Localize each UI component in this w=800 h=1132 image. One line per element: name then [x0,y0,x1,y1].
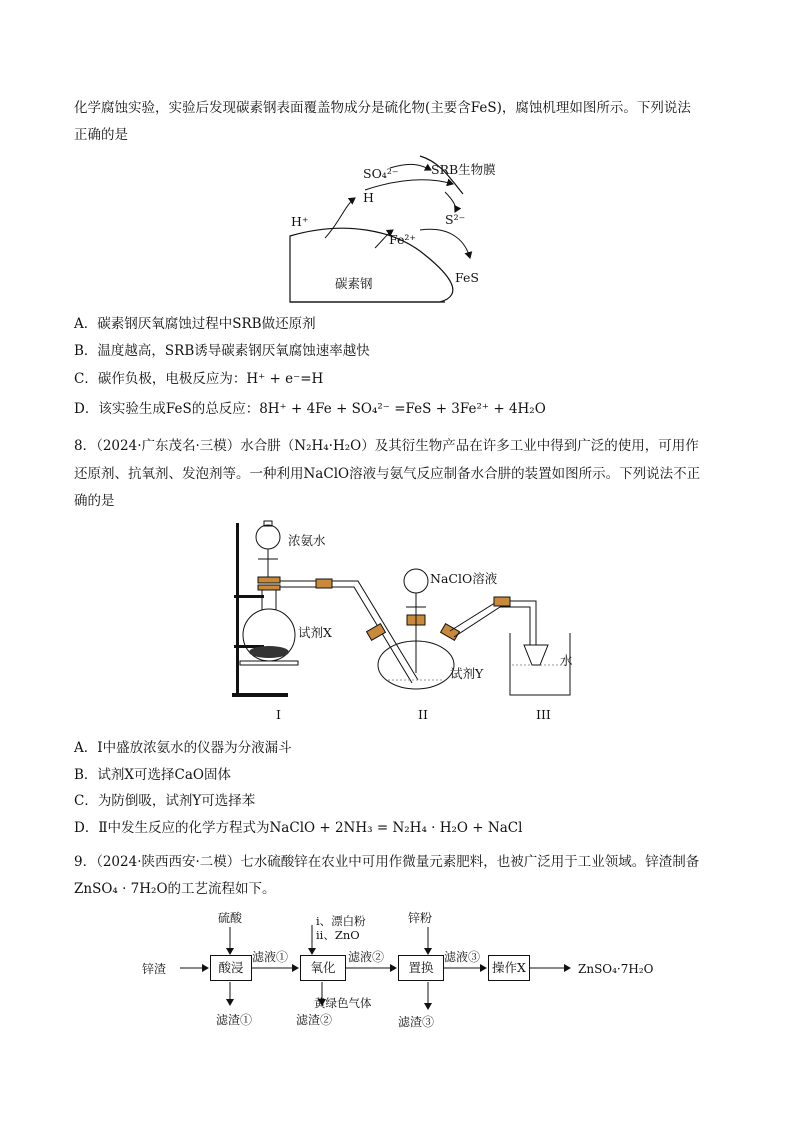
s2-label: S²⁻ [445,212,466,227]
hplus-label: H⁺ [291,214,309,229]
q8-option-d: D．Ⅱ中发生反应的化学方程式为NaClO + 2NH₃ = N₂H₄ · H₂O + NaCl [74,820,523,836]
h-label: H [363,190,374,205]
q9-line2: ZnSO₄ · 7H₂O的工艺流程如下。 [74,881,276,897]
q8-option-b: B．试剂X可选择CaO固体 [74,767,231,783]
q8-line3: 确的是 [74,493,115,509]
flow-step-acid-leach: 酸浸 [210,955,252,981]
flow-product: ZnSO₄·7H₂O [578,962,654,976]
flow-step-oxidize: 氧化 [300,955,346,981]
flow-filtrate-2: 滤液② [348,950,385,964]
flow-input: 锌渣 [142,962,167,976]
flow-filtrate-1: 滤液① [252,950,289,964]
q7-option-b: B．温度越高，SRB诱导碳素钢厌氧腐蚀速率越快 [74,343,370,359]
app-label-2: II [418,707,428,722]
reagent-x-label: 试剂X [298,625,332,640]
reagent-y-label: 试剂Y [450,666,484,681]
corrosion-diagram [285,150,545,310]
flow-step-operation-x: 操作X [488,955,530,981]
q9-line1: 9．（2024·陕西西安·二模）七水硫酸锌在农业中可用作微量元素肥料，也被广泛用于工业领域。锌渣制备 [74,854,700,870]
fes-label: FeS [455,270,479,285]
flow-residue-1: 滤渣① [216,1013,253,1027]
flow-residue-3: 滤渣③ [398,1015,435,1029]
flow-zinc: 锌粉 [408,911,433,925]
q7-intro-line2: 正确的是 [74,127,128,143]
flow-additive-i: i、漂白粉 [316,914,366,928]
srb-label: SRB生物膜 [431,162,496,177]
q7-option-a: A．碳素钢厌氧腐蚀过程中SRB做还原剂 [74,316,316,332]
app-label-1: I [276,707,281,722]
flow-acid: 硫酸 [218,911,243,925]
q7-option-d: D．该实验生成FeS的总反应：8H⁺ + 4Fe + SO₄²⁻ =FeS + 3Fe²⁺ + 4H₂O [74,401,546,417]
q7-intro-line1: 化学腐蚀实验，实验后发现碳素钢表面覆盖物成分是硫化物(主要含FeS)，腐蚀机理如图所示。下列说法 [74,100,691,116]
flow-additive-ii: ii、ZnO [316,928,360,942]
q8-option-c: C．为防倒吸，试剂Y可选择苯 [74,793,256,809]
flow-gas: 黄绿色气体 [314,996,372,1010]
flow-filtrate-3: 滤液③ [444,950,481,964]
q8-line2: 还原剂、抗氧剂、发泡剂等。一种利用NaClO溶液与氨气反应制备水合肼的装置如图所示。下列说法不正 [74,466,701,482]
q8-line1: 8．（2024·广东茂名·三模）水合肼（N₂H₄·H₂O）及其衍生物产品在许多工业中得到广泛的使用，可用作 [74,438,699,454]
steel-label: 碳素钢 [335,276,373,291]
app-label-3: III [536,707,551,722]
q8-option-a: A．Ⅰ中盛放浓氨水的仪器为分液漏斗 [74,740,292,756]
fe2-label: Fe²⁺ [389,232,416,247]
ammonia-label: 浓氨水 [288,533,326,548]
apparatus-diagram [218,515,598,725]
q7-option-c: C．碳作负极，电极反应为：H⁺ + e⁻=H [74,371,324,387]
so4-label: SO₄²⁻ [363,166,399,181]
naclo-label: NaClO溶液 [430,571,498,586]
flow-step-replace: 置换 [398,955,444,981]
water-label: 水 [560,653,573,668]
flow-residue-2: 滤渣② [296,1013,333,1027]
